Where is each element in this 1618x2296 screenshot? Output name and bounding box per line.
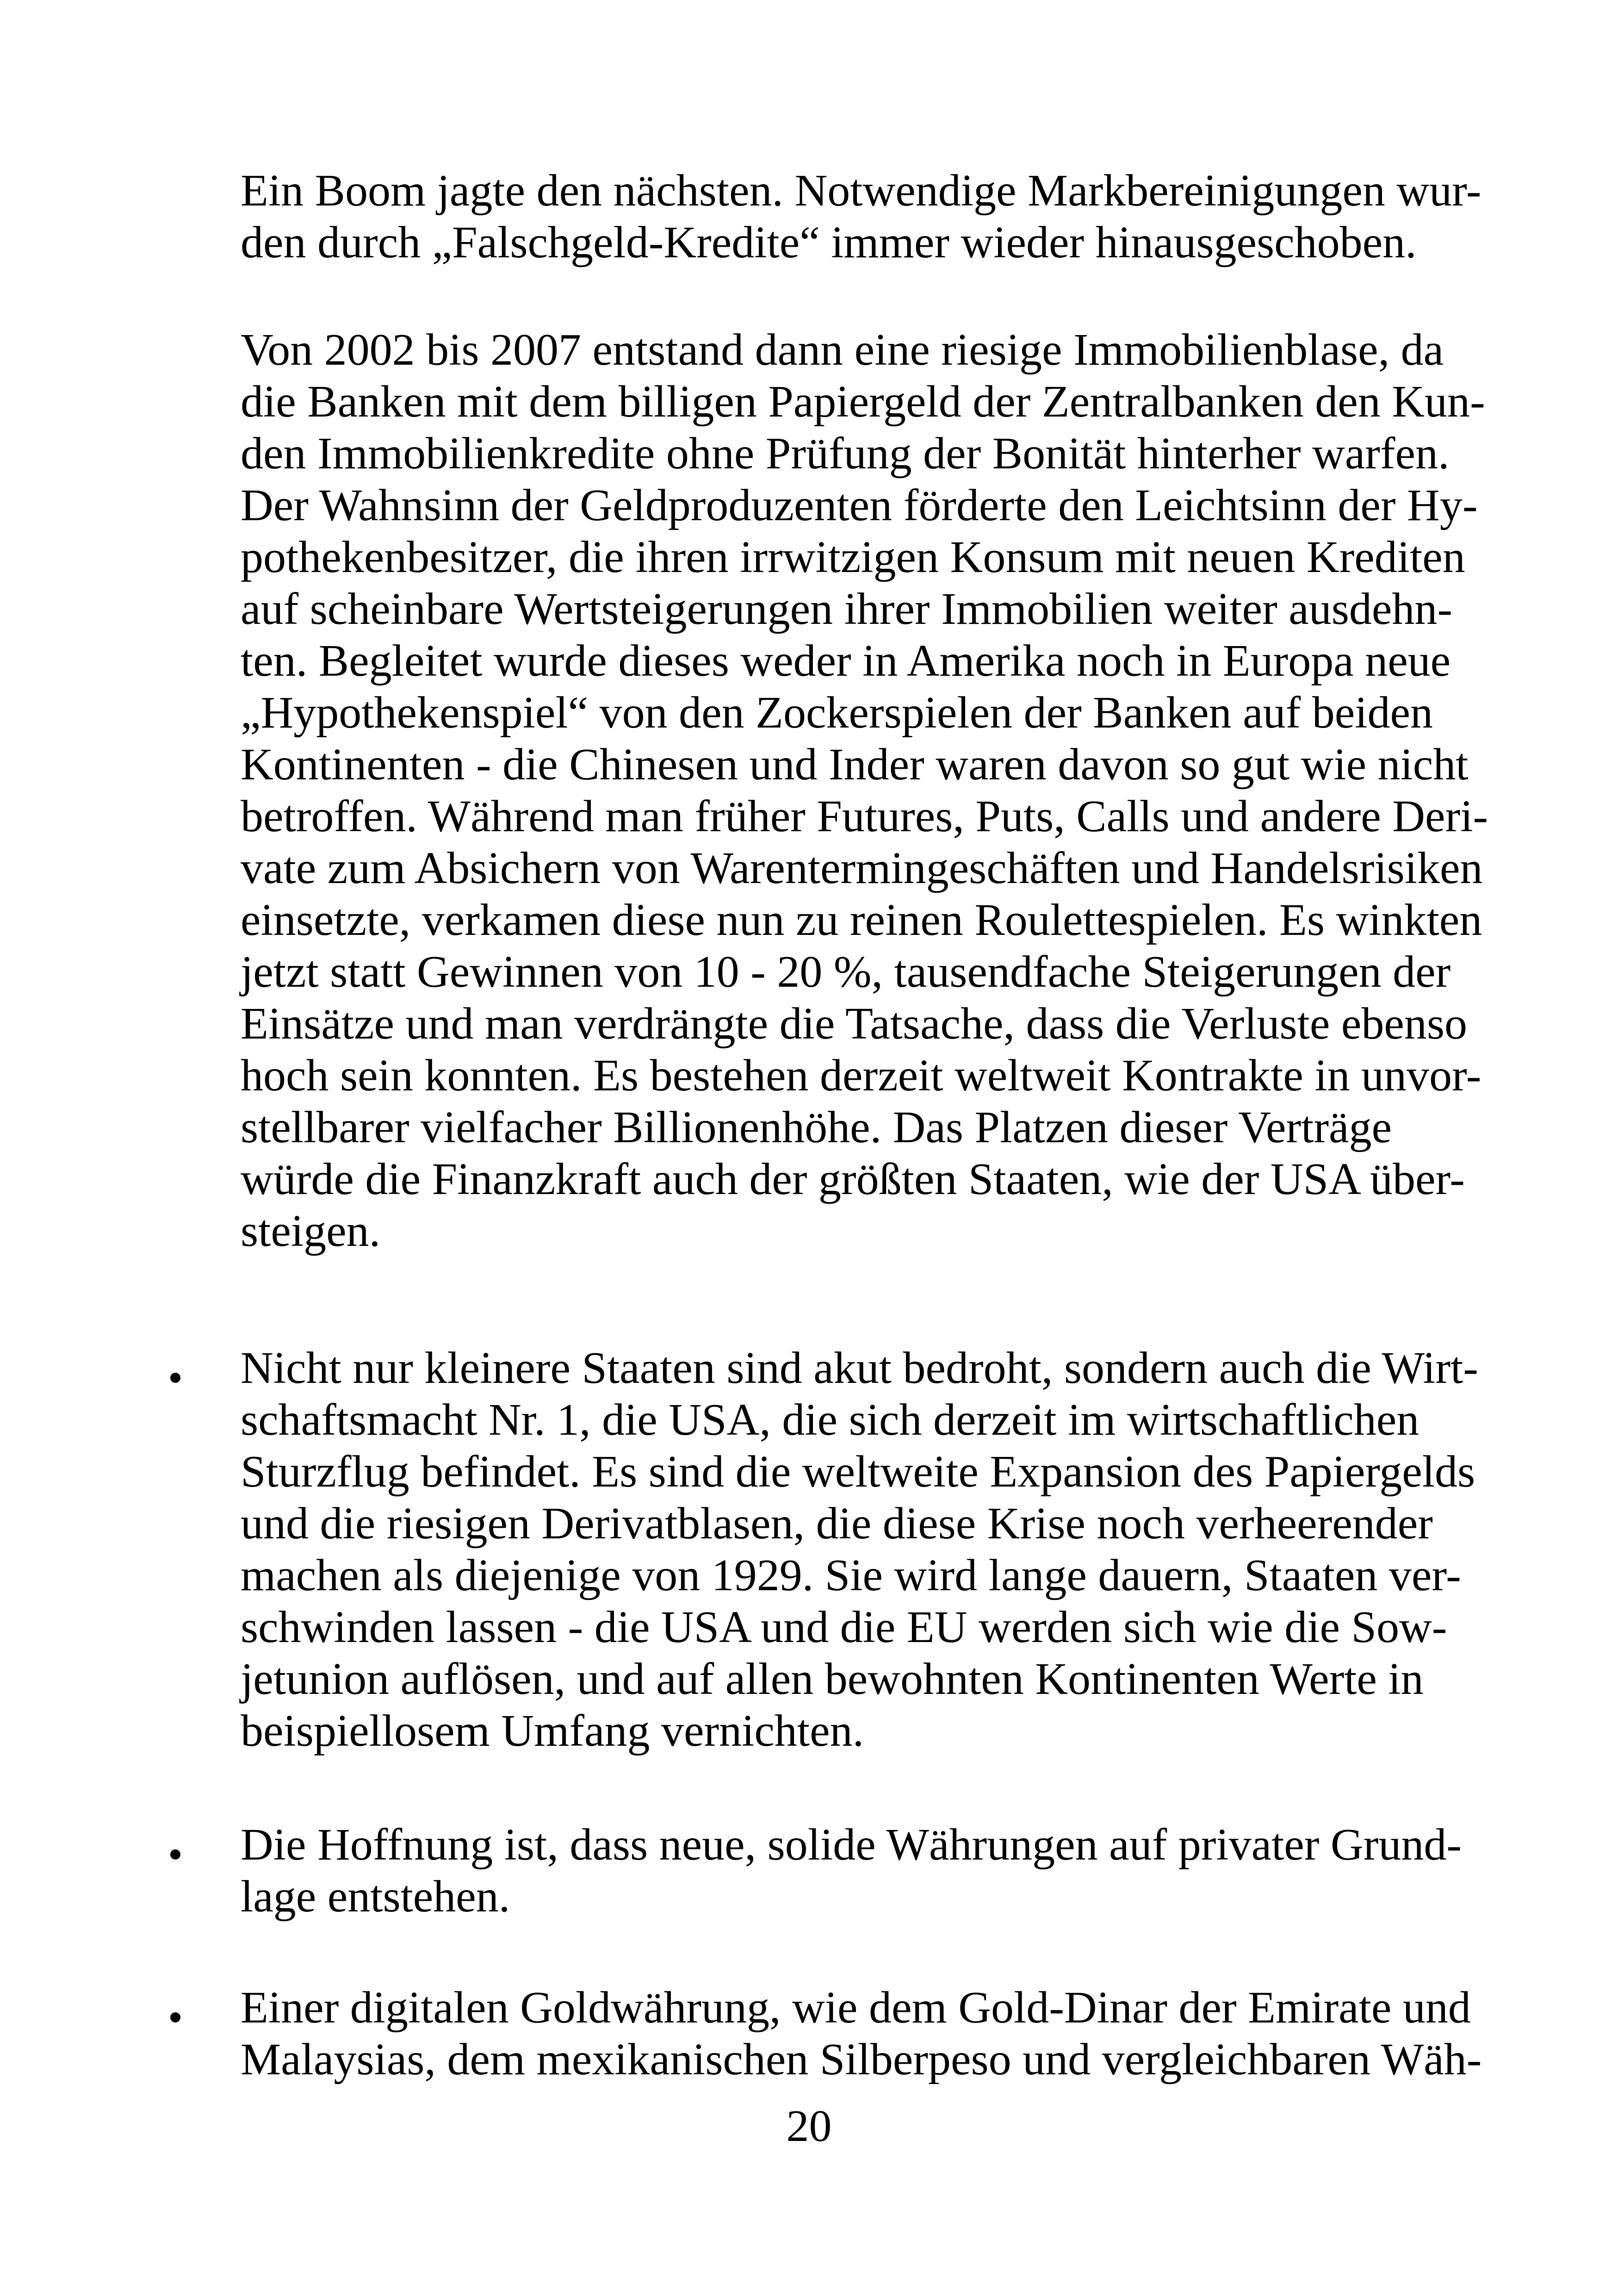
- text-line: Sturzflug befindet. Es sind die weltweite Expansion des Papiergelds: [241, 1447, 1475, 1497]
- page-number: 20: [786, 2101, 832, 2151]
- paragraph-2: [241, 324, 1499, 1257]
- text-line: schwinden lassen - die USA und die EU werden sich wie die Sow-: [241, 1602, 1447, 1652]
- bullet-item-2: [241, 1819, 1499, 1923]
- text-line: jetunion auflösen, und auf allen bewohnten Kontinenten Werte in: [241, 1654, 1424, 1704]
- text-line: schaftsmacht Nr. 1, die USA, die sich derzeit im wirtschaftlichen: [241, 1395, 1420, 1445]
- text-line: würde die Finanzkraft auch der größten Staaten, wie der USA über-: [241, 1154, 1465, 1204]
- text-line: pothekenbesitzer, die ihren irrwitzigen Konsum mit neuen Krediten: [241, 532, 1465, 582]
- text-line: den durch „Falschgeld-Kredite“ immer wieder hinausgeschoben.: [241, 218, 1417, 268]
- text-line: die Banken mit dem billigen Papiergeld der Zentralbanken den Kun-: [241, 377, 1485, 427]
- bullet-icon: [170, 1373, 180, 1383]
- text-line: betroffen. Während man früher Futures, Puts, Calls und andere Deri-: [241, 791, 1488, 841]
- text-line: hoch sein konnten. Es bestehen derzeit weltweit Kontrakte in unvor-: [241, 1051, 1482, 1101]
- text-line: den Immobilienkredite ohne Prüfung der Bonität hinterher warfen.: [241, 429, 1450, 479]
- text-line: Kontinenten - die Chinesen und Inder waren davon so gut wie nicht: [241, 740, 1469, 790]
- text-line: Malaysias, dem mexikanischen Silberpeso und vergleichbaren Wäh-: [241, 2035, 1482, 2084]
- text-line: machen als diejenige von 1929. Sie wird lange dauern, Staaten ver-: [241, 1550, 1461, 1600]
- text-line: Nicht nur kleinere Staaten sind akut bedroht, sondern auch die Wirt-: [241, 1343, 1478, 1393]
- text-line: auf scheinbare Wertsteigerungen ihrer Immobilien weiter ausdehn-: [241, 584, 1452, 634]
- text-line: lage entstehen.: [241, 1872, 510, 1922]
- paragraph-1: [241, 165, 1499, 268]
- bullet-item-3: [241, 1982, 1499, 2085]
- text-line: einsetzte, verkamen diese nun zu reinen Roulettespielen. Es winkten: [241, 895, 1482, 945]
- text-line: Von 2002 bis 2007 entstand dann eine riesige Immobilienblase, da: [241, 325, 1444, 375]
- text-line: Einer digitalen Goldwährung, wie dem Gold-Dinar der Emirate und: [241, 1983, 1471, 2033]
- text-line: Ein Boom jagte den nächsten. Notwendige Markbereinigungen wur-: [241, 166, 1482, 216]
- bullet-item-1: [241, 1342, 1499, 1757]
- text-line: vate zum Absichern von Warentermingeschäften und Handelsrisiken: [241, 843, 1483, 893]
- bullet-icon: [170, 1849, 180, 1860]
- text-line: Einsätze und man verdrängte die Tatsache, dass die Verluste ebenso: [241, 999, 1467, 1049]
- bullet-icon: [170, 2012, 180, 2022]
- text-line: jetzt statt Gewinnen von 10 - 20 %, tausendfache Steigerungen der: [241, 947, 1451, 997]
- text-line: und die riesigen Derivatblasen, die diese Krise noch verheerender: [241, 1499, 1433, 1549]
- text-line: beispiellosem Umfang vernichten.: [241, 1706, 864, 1756]
- text-line: „Hypothekenspiel“ von den Zockerspielen der Banken auf beiden: [241, 688, 1433, 738]
- text-line: ten. Begleitet wurde dieses weder in Amerika noch in Europa neue: [241, 636, 1451, 686]
- text-line: steigen.: [241, 1206, 381, 1256]
- text-line: Die Hoffnung ist, dass neue, solide Währungen auf privater Grund-: [241, 1820, 1462, 1870]
- text-line: stellbarer vielfacher Billionenhöhe. Das Platzen dieser Verträge: [241, 1102, 1392, 1152]
- text-line: Der Wahnsinn der Geldproduzenten förderte den Leichtsinn der Hy-: [241, 480, 1478, 530]
